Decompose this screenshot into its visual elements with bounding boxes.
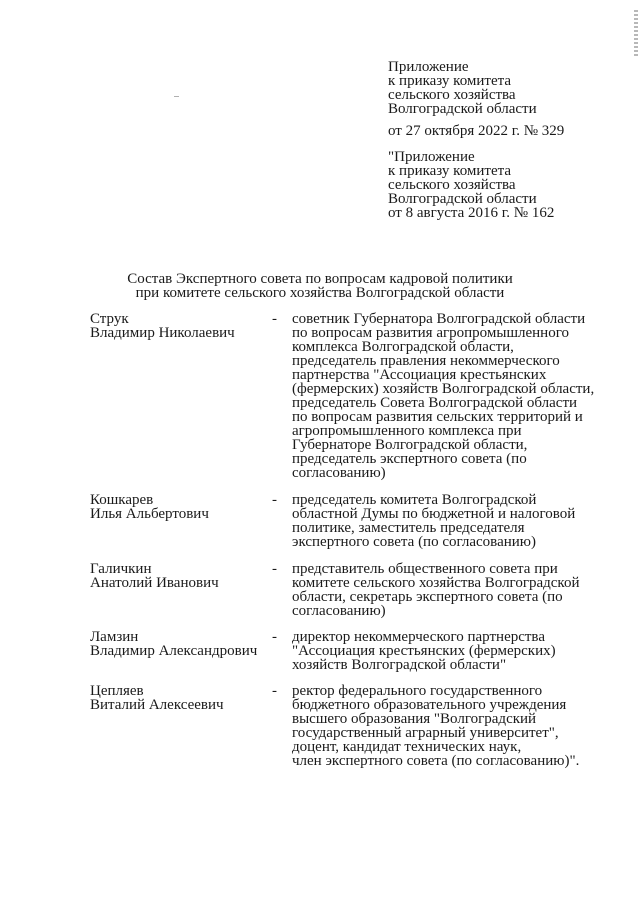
position-line: председатель Совета Волгоградской области	[292, 395, 578, 411]
member-given-names: Илья Альбертович	[90, 506, 209, 522]
prev-annex-line: от 8 августа 2016 г. № 162	[388, 205, 555, 221]
position-line: области, секретарь экспертного совета (по	[292, 589, 563, 605]
member-dash: -	[272, 683, 277, 699]
member-name	[90, 493, 209, 521]
prev-annex-line: сельского хозяйства	[388, 177, 516, 193]
member-name	[90, 684, 224, 712]
position-line: директор некоммерческого партнерства	[292, 629, 545, 645]
position-line: комплекса Волгоградской области,	[292, 339, 514, 355]
member-dash: -	[272, 561, 277, 577]
position-line: государственный аграрный университет",	[292, 725, 559, 741]
member-given-names: Владимир Александрович	[90, 643, 258, 659]
member-position	[292, 312, 594, 480]
member-position	[292, 684, 579, 768]
member-surname: Ламзин	[90, 629, 139, 645]
member-position	[292, 630, 556, 672]
position-line: доцент, кандидат технических наук,	[292, 739, 522, 755]
position-line: партнерства "Ассоциация крестьянских	[292, 367, 547, 383]
order-line: от 27 октября 2022 г. № 329	[388, 123, 565, 139]
position-line: областной Думы по бюджетной и налоговой	[292, 506, 576, 522]
member-dash: -	[272, 311, 277, 327]
title-line: при комитете сельского хозяйства Волгоградской области	[135, 285, 505, 301]
previous-annex-header	[388, 150, 554, 220]
prev-annex-line: Волгоградской области	[388, 191, 537, 207]
position-line: Губернаторе Волгоградской области,	[292, 437, 528, 453]
annex-line: Волгоградской области	[388, 101, 537, 117]
member-dash: -	[272, 629, 277, 645]
member-given-names: Виталий Алексеевич	[90, 697, 224, 713]
position-line: (фермерских) хозяйств Волгоградской области,	[292, 381, 595, 397]
position-line: представитель общественного совета при	[292, 561, 558, 577]
position-line: комитете сельского хозяйства Волгоградской	[292, 575, 580, 591]
member-surname: Струк	[90, 311, 129, 327]
prev-annex-line: к приказу комитета	[388, 163, 512, 179]
position-line: "Ассоциация крестьянских (фермерских)	[292, 643, 556, 659]
annex-line: сельского хозяйства	[388, 87, 516, 103]
title-line: Состав Экспертного совета по вопросам кадровой политики	[127, 271, 513, 287]
position-line: ректор федерального государственного	[292, 683, 543, 699]
position-line: бюджетного образовательного учреждения	[292, 697, 567, 713]
annex-header	[388, 60, 537, 116]
order-reference	[388, 124, 564, 138]
position-line: по вопросам развития агропромышленного	[292, 325, 569, 341]
annex-line: к приказу комитета	[388, 73, 512, 89]
position-line: по вопросам развития сельских территорий и	[292, 409, 583, 425]
member-given-names: Владимир Николаевич	[90, 325, 235, 341]
position-line: председатель экспертного совета (по	[292, 451, 527, 467]
member-position	[292, 493, 575, 549]
member-name	[90, 630, 257, 658]
member-dash: -	[272, 492, 277, 508]
member-name	[90, 562, 219, 590]
member-given-names: Анатолий Иванович	[90, 575, 219, 591]
document-title	[0, 272, 640, 300]
position-line: хозяйств Волгоградской области"	[292, 657, 507, 673]
scan-margin-mark	[634, 10, 638, 56]
member-position	[292, 562, 579, 618]
position-line: член экспертного совета (по согласованию)".	[292, 753, 580, 769]
position-line: политике, заместитель председателя	[292, 520, 525, 536]
position-line: председатель правления некоммерческого	[292, 353, 560, 369]
position-line: согласованию)	[292, 465, 386, 481]
prev-annex-line: "Приложение	[388, 149, 475, 165]
member-surname: Кошкарев	[90, 492, 154, 508]
member-surname: Цепляев	[90, 683, 144, 699]
scan-dot	[174, 96, 179, 97]
position-line: агропромышленного комплекса при	[292, 423, 522, 439]
member-name	[90, 312, 235, 340]
member-surname: Галичкин	[90, 561, 152, 577]
position-line: высшего образования "Волгоградский	[292, 711, 537, 727]
annex-line: Приложение	[388, 59, 469, 75]
position-line: советник Губернатора Волгоградской области	[292, 311, 586, 327]
position-line: председатель комитета Волгоградской	[292, 492, 537, 508]
position-line: согласованию)	[292, 603, 386, 619]
position-line: экспертного совета (по согласованию)	[292, 534, 536, 550]
